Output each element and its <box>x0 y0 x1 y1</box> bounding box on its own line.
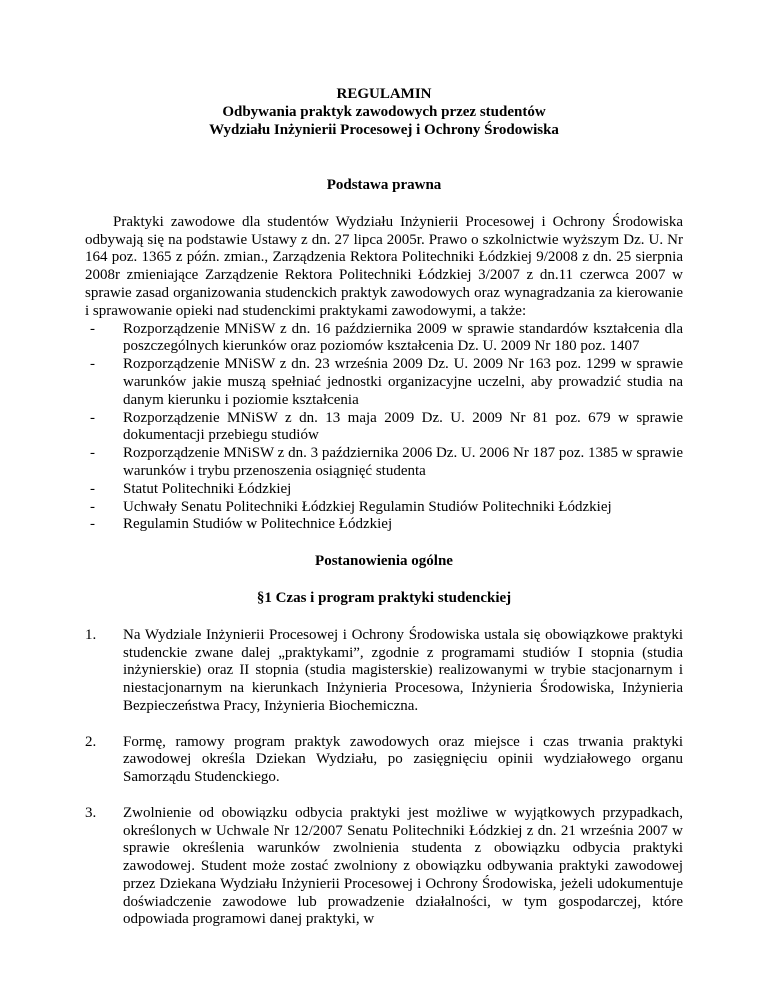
point-number: 1. <box>85 626 97 643</box>
legal-basis-heading: Podstawa prawna <box>326 177 442 193</box>
dash-bullet: - <box>90 498 95 515</box>
dash-bullet: - <box>90 409 95 426</box>
point-number: 2. <box>85 733 97 750</box>
document-page <box>85 85 683 947</box>
dash-bullet: - <box>90 445 95 462</box>
point-text: Na Wydziale Inżynierii Procesowej i Ochrony Środowiska ustala się obowiązkowe praktyki studenckie zwane dalej „praktykami”, zgodnie z programami studiów I stopnia (studia inżynierskie) oraz II stopnia (studia magisterskie) realizowanymi w trybie stacjonarnym i niestacjonarnym na kierunkach Inżynieria Procesowa, Inżynieria Środowiska, Inżynieria Bezpieczeństwa Pracy, Inżynieria Biochemiczna. <box>123 626 683 714</box>
section-point <box>85 804 683 930</box>
legal-basis-item: - Rozporządzenie MNiSW z dn. 23 września 2009 Dz. U. 2009 Nr 163 poz. 1299 w sprawie warunków jakie muszą spełniać jednostki organizacyjne uczelni, aby prowadzić studia na danym kierunku i poziomie kształcenia <box>90 356 683 408</box>
section-point <box>85 626 683 716</box>
section-1-points <box>85 627 683 930</box>
section-point <box>85 733 683 787</box>
legal-basis-item: - Rozporządzenie MNiSW z dn. 13 maja 2009 Dz. U. 2009 Nr 81 poz. 679 w sprawie dokumentacji przebiegu studiów <box>90 409 683 444</box>
legal-basis-intro: Praktyki zawodowe dla studentów Wydziału Inżynierii Procesowej i Ochrony Środowiska odbywają się na podstawie Ustawy z dn. 27 lipca 2005r. Prawo o szkolnictwie wyższym Dz. U. Nr 164 poz. 1365 z późn. zmian., Zarządzenia Rektora Politechniki Łódzkiej 9/2008 z dn. 25 sierpnia 2008r zmieniające Zarządzenie Rektora Politechniki Łódzkiej 3/2007 z dn.11 czerwca 2007 w sprawie zasad organizowania studenckich praktyk zawodowych oraz wynagradzania za kierowanie i sprawowanie opieki nad studenckimi praktykami zawodowymi, a także: <box>85 213 683 319</box>
document-header <box>85 85 683 139</box>
point-number: 3. <box>85 804 97 821</box>
dash-bullet: - <box>90 320 95 337</box>
document-subtitle-line1: Odbywania praktyk zawodowych przez studentów <box>222 104 546 120</box>
legal-basis-item: - Statut Politechniki Łódzkiej <box>90 480 292 497</box>
legal-basis-item: - Rozporządzenie MNiSW z dn. 3 października 2006 Dz. U. 2006 Nr 187 poz. 1385 w sprawie warunków i trybu przenoszenia osiągnięć studenta <box>90 445 683 479</box>
legal-basis-item: - Rozporządzenie MNiSW z dn. 16 października 2009 w sprawie standardów kształcenia dla poszczególnych kierunków oraz poziomów kształcenia Dz. U. 2009 Nr 180 poz. 1407 <box>90 320 683 355</box>
document-subtitle-line2: Wydziału Inżynierii Procesowej i Ochrony Środowiska <box>209 122 559 138</box>
document-title: REGULAMIN <box>336 86 432 102</box>
legal-basis-list <box>85 321 683 535</box>
dash-bullet: - <box>90 516 95 533</box>
general-provisions-heading: Postanowienia ogólne <box>315 553 453 570</box>
point-text: Zwolnienie od obowiązku odbycia praktyki jest możliwe w wyjątkowych przypadkach, określonych w Uchwale Nr 12/2007 Senatu Politechniki Łódzkiej z dn. 21 września 2007 w sprawie określenia warunków zwolnienia studenta z obowiązku odbycia praktyki zawodowej. Student może zostać zwolniony z obowiązku odbywania praktyki zawodowej przez Dziekana Wydziału Inżynierii Procesowej i Ochrony Środowiska, jeżeli udokumentuje doświadczenie zawodowe lub prowadzenie działalności, w tym gospodarczej, które odpowiada programowi danej praktyki, w <box>123 804 683 928</box>
section-1-heading: §1 Czas i program praktyki studenckiej <box>256 589 512 606</box>
legal-basis-item: - Uchwały Senatu Politechniki Łódzkiej Regulamin Studiów Politechniki Łódzkiej <box>90 498 612 515</box>
point-text: Formę, ramowy program praktyk zawodowych oraz miejsce i czas trwania praktyki zawodowej określa Dziekan Wydziału, po zasięgnięciu opinii wydziałowego organu Samorządu Studenckiego. <box>123 733 683 786</box>
dash-bullet: - <box>90 480 95 497</box>
legal-basis-item: - Regulamin Studiów w Politechnice Łódzkiej <box>90 516 393 533</box>
dash-bullet: - <box>90 356 95 373</box>
